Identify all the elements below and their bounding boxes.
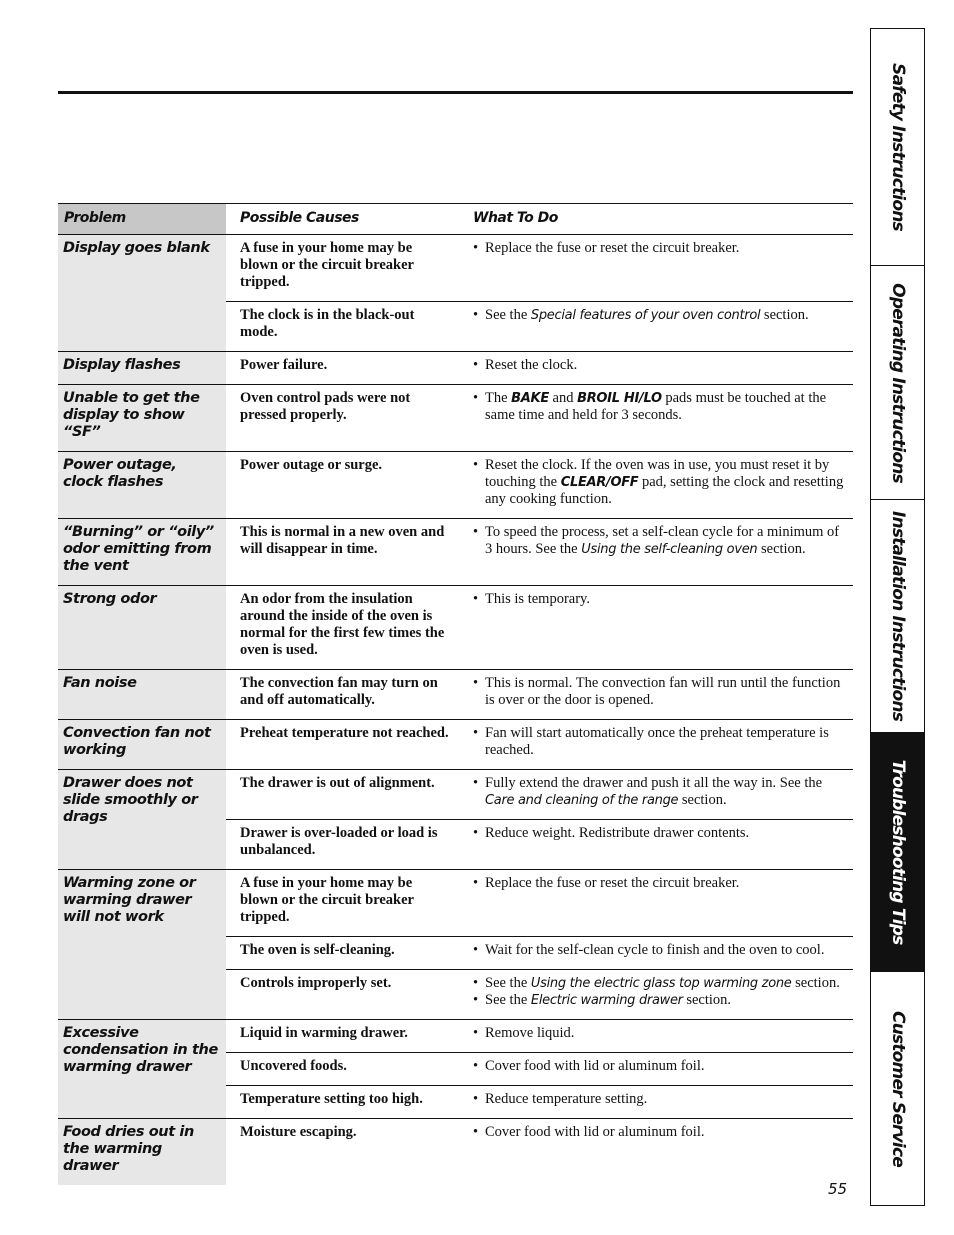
table-row — [58, 352, 853, 385]
keypad-name: BAKE — [511, 391, 549, 406]
table-row — [58, 670, 853, 720]
tab-label: Troubleshooting Tips — [887, 759, 908, 945]
table-row — [58, 720, 853, 770]
tab-troubleshooting-tips[interactable] — [871, 733, 924, 972]
todo-item: • Fan will start automatically once the preheat temperature is reached. — [473, 725, 847, 759]
keypad-name: CLEAR/OFF — [560, 475, 639, 490]
table-row — [58, 586, 853, 670]
todo-cell — [458, 302, 853, 352]
section-reference: Special features of your oven control — [530, 308, 761, 323]
section-reference: Using the self-cleaning oven — [581, 542, 758, 557]
todo-cell — [458, 352, 853, 385]
cause-cell: Uncovered foods. — [226, 1053, 458, 1086]
table-row — [58, 770, 853, 820]
problem-cell: Display flashes — [58, 352, 226, 385]
cause-cell: The drawer is out of alignment. — [226, 770, 458, 820]
todo-item: • Reset the clock. If the oven was in use, you must reset it by touching the CLEAR/OFF pad, setting the clock and resetting any cooking function. — [473, 457, 847, 508]
problem-cell: Power outage, clock flashes — [58, 452, 226, 519]
keypad-name: BROIL HI/LO — [577, 391, 662, 406]
table-row — [58, 385, 853, 452]
header-what-to-do: What To Do — [458, 204, 853, 235]
tab-safety-instructions[interactable] — [871, 29, 924, 266]
problem-cell: Excessive condensation in the warming drawer — [58, 1020, 226, 1119]
header-possible-causes: Possible Causes — [226, 204, 458, 235]
cause-cell: Power failure. — [226, 352, 458, 385]
section-reference: Electric warming drawer — [530, 993, 683, 1008]
cause-cell: Drawer is over-loaded or load is unbalanced. — [226, 820, 458, 870]
cause-cell: A fuse in your home may be blown or the circuit breaker tripped. — [226, 870, 458, 937]
problem-cell: Display goes blank — [58, 235, 226, 352]
tab-label: Safety Instructions — [887, 63, 908, 231]
todo-cell — [458, 870, 853, 937]
cause-cell: This is normal in a new oven and will disappear in time. — [226, 519, 458, 586]
todo-item: • This is normal. The convection fan will run until the function is over or the door is opened. — [473, 675, 847, 709]
tab-label: Operating Instructions — [887, 282, 908, 483]
table-row — [58, 519, 853, 586]
todo-item: • Reduce weight. Redistribute drawer contents. — [473, 825, 847, 842]
todo-cell — [458, 820, 853, 870]
cause-cell: Oven control pads were not pressed properly. — [226, 385, 458, 452]
problem-cell: Unable to get the display to show “SF” — [58, 385, 226, 452]
cause-cell: Preheat temperature not reached. — [226, 720, 458, 770]
todo-item: • The BAKE and BROIL HI/LO pads must be touched at the same time and held for 3 seconds. — [473, 390, 847, 424]
todo-item: • See the Electric warming drawer section. — [473, 992, 847, 1009]
problem-cell: Warming zone or warming drawer will not work — [58, 870, 226, 1020]
todo-item: • See the Special features of your oven control section. — [473, 307, 847, 324]
cause-cell: The clock is in the black-out mode. — [226, 302, 458, 352]
cause-cell: Liquid in warming drawer. — [226, 1020, 458, 1053]
todo-item: • Reduce temperature setting. — [473, 1091, 847, 1108]
cause-cell: A fuse in your home may be blown or the circuit breaker tripped. — [226, 235, 458, 302]
section-reference: Using the electric glass top warming zone — [530, 976, 792, 991]
todo-cell — [458, 519, 853, 586]
cause-cell: Moisture escaping. — [240, 1124, 357, 1140]
cause-cell: Controls improperly set. — [226, 970, 458, 1020]
todo-cell — [458, 770, 853, 820]
todo-cell — [458, 235, 853, 302]
table-row — [58, 235, 853, 302]
problem-cell: Strong odor — [58, 586, 226, 670]
todo-cell — [458, 586, 853, 670]
table-row — [58, 870, 853, 937]
todo-cell — [458, 970, 853, 1020]
todo-item: • To speed the process, set a self-clean cycle for a minimum of 3 hours. See the Using the self-cleaning oven section. — [473, 524, 847, 558]
todo-cell — [458, 1119, 853, 1186]
header-problem: Problem — [58, 204, 226, 235]
tab-installation-instructions[interactable] — [871, 500, 924, 733]
todo-cell — [458, 937, 853, 970]
problem-cell: Convection fan not working — [58, 720, 226, 770]
todo-item: • See the Using the electric glass top warming zone section. — [473, 975, 847, 992]
table-row — [58, 1020, 853, 1053]
cause-cell: Power outage or surge. — [226, 452, 458, 519]
top-rule — [58, 91, 853, 94]
cause-cell: The convection fan may turn on and off automatically. — [226, 670, 458, 720]
problem-cell: “Burning” or “oily” odor emitting from the vent — [58, 519, 226, 586]
problem-cell: Fan noise — [58, 670, 226, 720]
todo-cell — [458, 1020, 853, 1053]
section-tabs — [870, 28, 925, 1206]
todo-item: • Cover food with lid or aluminum foil. — [473, 1124, 847, 1141]
todo-item: • Reset the clock. — [473, 357, 847, 374]
tab-operating-instructions[interactable] — [871, 266, 924, 500]
tab-label: Customer Service — [887, 1010, 908, 1167]
todo-item: • Wait for the self-clean cycle to finish and the oven to cool. — [473, 942, 847, 959]
table-row — [58, 452, 853, 519]
todo-cell — [458, 670, 853, 720]
todo-cell — [458, 452, 853, 519]
cause-cell: An odor from the insulation around the inside of the oven is normal for the first few times the oven is used. — [226, 586, 458, 670]
table-row — [58, 1119, 853, 1186]
todo-cell — [458, 1086, 853, 1119]
section-reference: Care and cleaning of the range — [485, 793, 679, 808]
table-header-row — [58, 204, 853, 235]
tab-customer-service[interactable] — [871, 972, 924, 1205]
cause-cell: The oven is self-cleaning. — [226, 937, 458, 970]
todo-item: • Fully extend the drawer and push it all the way in. See the Care and cleaning of the range section. — [473, 775, 847, 809]
problem-cell: Food dries out in the warming drawer — [58, 1119, 226, 1186]
todo-item: • Cover food with lid or aluminum foil. — [473, 1058, 847, 1075]
page-number: 55 — [828, 1180, 848, 1198]
troubleshooting-table — [58, 203, 853, 1185]
todo-item: • Replace the fuse or reset the circuit breaker. — [473, 240, 847, 257]
todo-cell — [458, 385, 853, 452]
todo-item: • This is temporary. — [473, 591, 847, 608]
problem-cell: Drawer does not slide smoothly or drags — [58, 770, 226, 870]
todo-item: • Remove liquid. — [473, 1025, 847, 1042]
tab-label: Installation Instructions — [887, 510, 908, 722]
cause-cell: Temperature setting too high. — [226, 1086, 458, 1119]
todo-cell — [458, 1053, 853, 1086]
todo-cell — [458, 720, 853, 770]
todo-item: • Replace the fuse or reset the circuit breaker. — [473, 875, 847, 892]
